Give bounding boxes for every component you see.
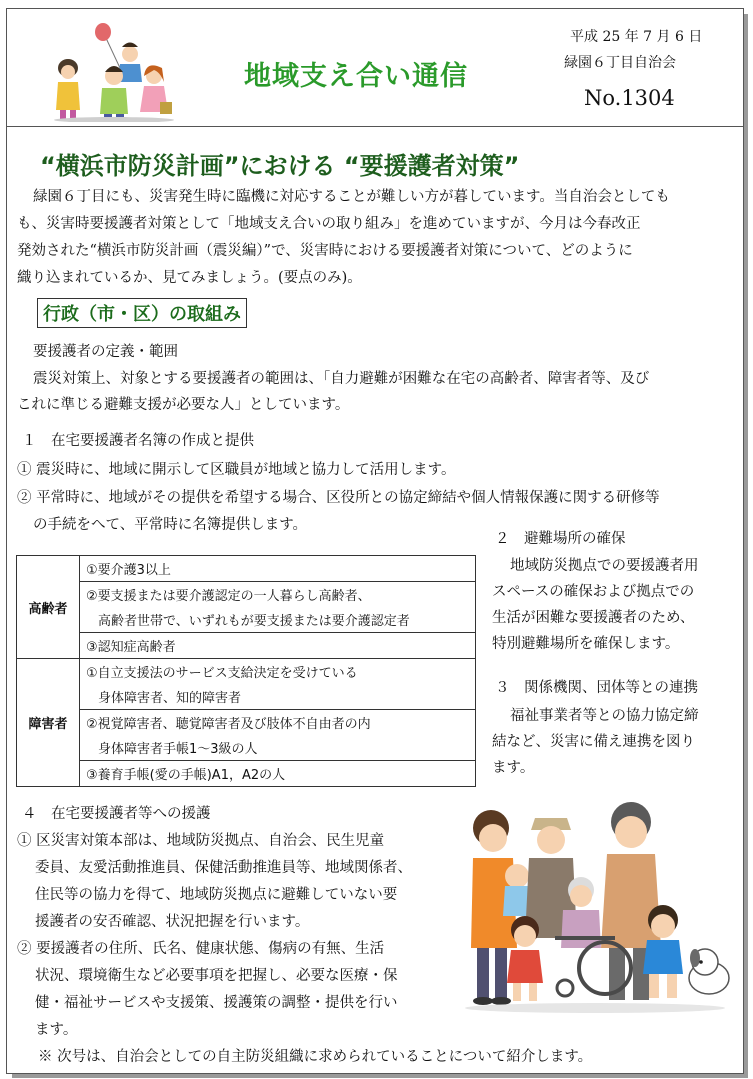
newsletter-title: 地域支え合い通信	[244, 61, 468, 92]
family-with-balloon-illustration	[34, 20, 184, 122]
item2-line: 特別避難場所を確保します。	[492, 636, 680, 652]
item3-line: ます。	[492, 760, 535, 776]
table-cell: 身体障害者手帳1～3級の人	[80, 735, 476, 761]
page-shadow	[12, 1074, 748, 1078]
table-cell: ①自立支援法のサービス支給決定を受けている	[80, 659, 476, 685]
footnote: ※ 次号は、自治会としての自主防災組織に求められていることについて紹介します。	[38, 1049, 593, 1065]
table-row	[17, 556, 476, 582]
item1-point-continued: の手続をへて、平常時に名簿提供します。	[33, 517, 308, 533]
item4-line: 健・福祉サービスや支援策、援護策の調整・提供を行い	[35, 995, 398, 1011]
organization-name: 緑園６丁目自治会	[564, 55, 676, 71]
item4-line: 状況、環境衛生など必要事項を把握し、必要な医療・保	[35, 968, 398, 984]
intro-line: 緑園６丁目にも、災害発生時に臨機に対応することが難しい方が暮しています。当自治会としても	[33, 189, 670, 205]
eligibility-table	[16, 555, 476, 787]
category-cell: 障害者	[17, 659, 80, 787]
item2-line: 生活が困難な要援護者のため、	[492, 610, 695, 626]
table-row	[17, 735, 476, 761]
table-cell: 身体障害者、知的障害者	[80, 684, 476, 710]
item1-heading: １ 在宅要援護者名簿の作成と提供	[22, 433, 254, 449]
family-with-wheelchair-illustration	[455, 798, 735, 1018]
item4-line: ます。	[35, 1022, 78, 1038]
table-cell: ③養育手帳(愛の手帳)A1，A2の人	[80, 761, 476, 787]
item2-line: 地域防災拠点での要援護者用	[510, 558, 699, 574]
item2-heading: ２ 避難場所の確保	[495, 531, 626, 547]
table-cell: ②要支援または要介護認定の一人暮らし高齢者、	[80, 582, 476, 608]
item4-line: 委員、友愛活動推進員、保健活動推進員等、地域関係者、	[35, 860, 412, 876]
table-cell: ③認知症高齢者	[80, 633, 476, 659]
header-divider	[6, 126, 744, 127]
item1-point: ② 平常時に、地域がその提供を希望する場合、区役所との協定締結や個人情報保護に関する研修等	[17, 490, 660, 506]
section-heading: 行政（市・区）の取組み	[37, 298, 247, 328]
table-cell: 高齢者世帯で、いずれもが要支援または要介護認定者	[80, 607, 476, 633]
item4-line: 住民等の協力を得て、地域防災拠点に避難していない要	[35, 887, 398, 903]
table-cell: ②視覚障害者、聴覚障害者及び肢体不自由者の内	[80, 710, 476, 736]
table-row	[17, 659, 476, 685]
table-cell: ①要介護3以上	[80, 556, 476, 582]
issue-date: 平成 25 年 7 月 6 日	[570, 29, 703, 45]
item4-line: 援護者の安否確認、状況把握を行います。	[35, 914, 310, 930]
intro-line: 発効された“横浜市防災計画（震災編）”で、災害時における要援護者対策について、どのように	[17, 243, 633, 259]
item2-line: スペースの確保および拠点での	[492, 584, 695, 600]
item4-heading: ４ 在宅要援護者等への援護	[22, 806, 211, 822]
main-title: “横浜市防災計画”における “要援護者対策”	[40, 152, 520, 180]
definition-heading: 要援護者の定義・範囲	[33, 344, 178, 360]
page-shadow	[744, 14, 748, 1076]
item3-heading: ３ 関係機関、団体等との連携	[495, 680, 698, 696]
definition-line: 震災対策上、対象とする要援護者の範囲は、「自力避難が困難な在宅の高齢者、障害者等、及び	[33, 371, 650, 387]
item4-line: ② 要援護者の住所、氏名、健康状態、傷病の有無、生活	[17, 941, 385, 957]
table-row	[17, 633, 476, 659]
table-row	[17, 684, 476, 710]
item1-point: ① 震災時に、地域に開示して区職員が地域と協力して活用します。	[17, 462, 456, 478]
category-cell: 高齢者	[17, 556, 80, 659]
table-row	[17, 607, 476, 633]
table-row	[17, 710, 476, 736]
item4-line: ① 区災害対策本部は、地域防災拠点、自治会、民生児童	[17, 833, 385, 849]
table-row	[17, 761, 476, 787]
intro-line: も、災害時要援護者対策として「地域支え合いの取り組み」を進めていますが、今月は今春改正	[17, 216, 641, 232]
item3-line: 結など、災害に備え連携を図り	[492, 734, 695, 750]
definition-line: これに準じる避難支援が必要な人」としています。	[17, 397, 350, 413]
item3-line: 福祉事業者等との協力協定締	[510, 708, 699, 724]
intro-line: 織り込まれているか、見てみましょう。(要点のみ)。	[17, 270, 362, 286]
issue-number: No.1304	[584, 86, 675, 110]
table-row	[17, 582, 476, 608]
